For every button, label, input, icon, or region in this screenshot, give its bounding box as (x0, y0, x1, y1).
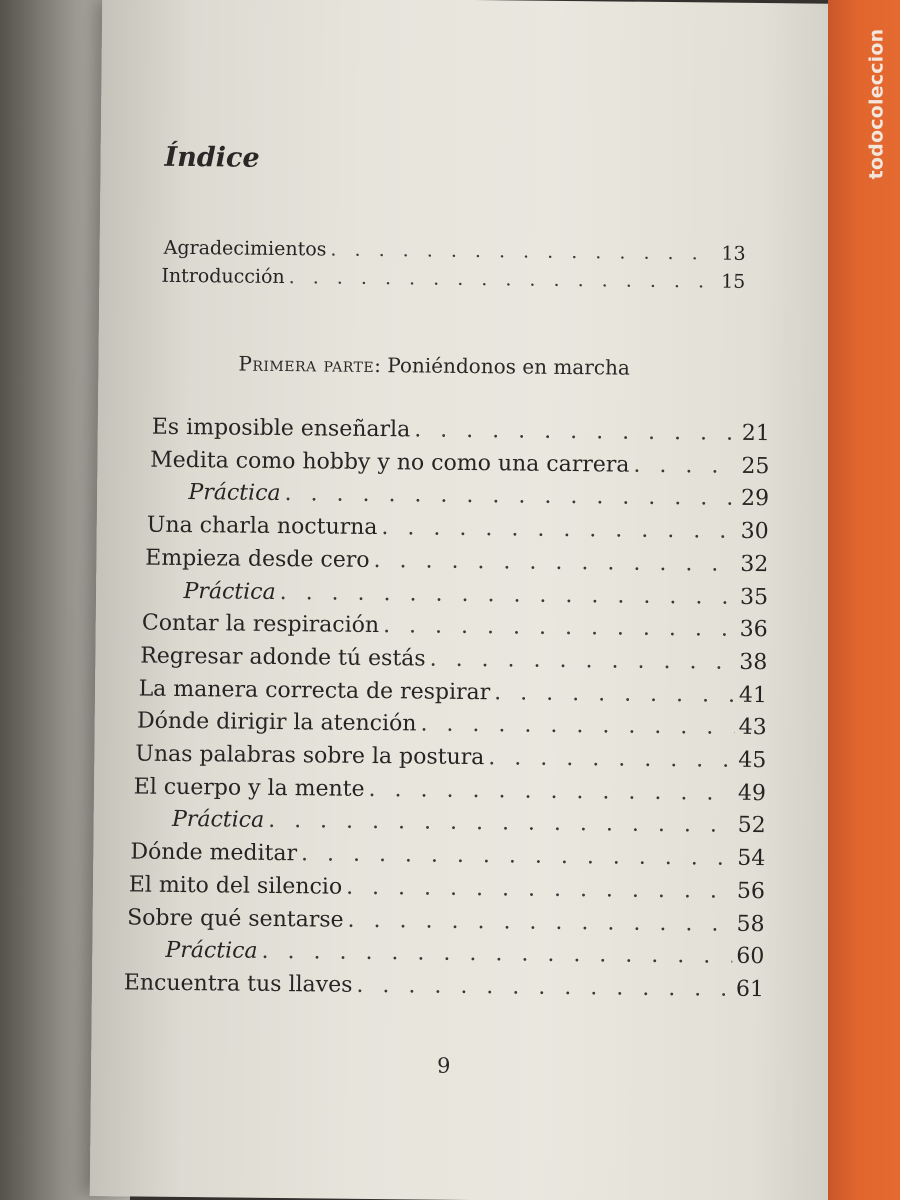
toc-entry-page: 35 (739, 584, 769, 610)
toc-entry-page: 38 (739, 649, 768, 675)
toc-entry-label: Regresar adonde tú estás (140, 643, 426, 672)
toc-entry (124, 970, 764, 1002)
toc-front-entry (161, 265, 745, 293)
toc-entry-page: 52 (737, 813, 766, 839)
toc-entry-page: 21 (741, 420, 770, 447)
toc-entry-page: 58 (736, 911, 765, 937)
toc-entry-page: 45 (738, 747, 767, 774)
toc-entry (139, 676, 768, 708)
toc-entry-label: Introducción (161, 264, 285, 289)
toc-entry (150, 447, 770, 478)
leader-dots (301, 841, 734, 871)
toc-entry-label: Empieza desde cero (145, 545, 370, 573)
toc-entry-label: El cuerpo y la mente (133, 774, 365, 802)
page-title: Índice (164, 141, 260, 174)
toc-entry-label: Práctica (171, 807, 265, 834)
toc-entry-page: 60 (736, 943, 765, 970)
toc-entry-label: Encuentra tus llaves (123, 970, 353, 998)
toc-entry-page: 43 (738, 715, 767, 741)
watermark-text: todocoleccion (865, 28, 888, 180)
toc-entry-page: 36 (739, 617, 768, 643)
toc-entry (145, 545, 768, 577)
book-cover-edge (828, 0, 900, 1200)
toc-entry-label: Contar la respiración (141, 610, 380, 639)
toc-entry-label: La manera correcta de respirar (138, 676, 491, 705)
toc-entry (183, 578, 768, 609)
page-number: 9 (436, 1053, 451, 1078)
toc-entry (127, 905, 765, 937)
toc-entry (135, 741, 766, 773)
part-prefix: Primera parte (238, 351, 375, 377)
toc-entry-page: 25 (741, 453, 770, 479)
toc-entry-label: Una charla nocturna (146, 512, 378, 541)
toc-entry-page: 15 (721, 270, 746, 293)
leader-dots (346, 875, 733, 904)
leader-dots (289, 266, 714, 292)
toc-entry-page: 32 (740, 551, 769, 577)
leader-dots (284, 481, 737, 511)
leader-dots (373, 548, 736, 577)
leader-dots (347, 907, 732, 936)
leader-dots (368, 777, 734, 806)
toc-entry (129, 872, 765, 904)
part-separator: : (374, 352, 382, 378)
toc-entry (152, 415, 770, 446)
toc-front-entry (164, 237, 746, 265)
toc-entry-label: Práctica (183, 578, 276, 605)
toc-entry-page: 13 (721, 242, 746, 265)
toc-entry (140, 643, 767, 675)
leader-dots (268, 808, 734, 838)
toc-entry-page: 49 (737, 780, 767, 806)
part-heading (238, 352, 630, 380)
toc-entry-page: 41 (738, 682, 768, 708)
toc-entry-page: 61 (735, 976, 765, 1002)
toc-entry-label: Sobre qué sentarse (127, 904, 344, 933)
toc-entry (165, 938, 764, 969)
leader-dots (330, 239, 713, 265)
toc-entry-page: 30 (740, 518, 769, 545)
toc-entry-label: Medita como hobby y no como una carrera (150, 447, 630, 478)
leader-dots (356, 973, 732, 1002)
toc-entry-label: Agradecimientos (163, 236, 327, 261)
toc-entry-page: 29 (740, 486, 770, 512)
leader-dots (488, 745, 734, 773)
leader-dots (414, 417, 738, 445)
toc-entry (147, 513, 769, 545)
toc-entry (142, 611, 768, 643)
watermark (856, 14, 896, 194)
leader-dots (381, 515, 736, 544)
leader-dots (420, 712, 734, 740)
leader-dots (280, 579, 737, 609)
toc-entry (134, 774, 767, 806)
toc-entry-label: Unas palabras sobre la postura (135, 741, 485, 771)
leader-dots (383, 613, 736, 642)
book-page (90, 0, 853, 1200)
leader-dots (633, 452, 737, 478)
leader-dots (430, 646, 736, 674)
toc-entry (172, 807, 766, 838)
toc-entry-label: El mito del silencio (128, 872, 343, 900)
part-name: Poniéndonos en marcha (387, 353, 630, 380)
toc-entry (188, 480, 769, 511)
toc-entry-label: Dónde dirigir la atención (136, 708, 417, 737)
toc-entry-page: 56 (736, 878, 766, 904)
leader-dots (494, 680, 735, 708)
toc-entry-page: 54 (737, 845, 766, 872)
toc-entry-label: Práctica (165, 938, 258, 964)
toc-entry (130, 840, 765, 872)
leader-dots (261, 939, 732, 969)
toc-entry-label: Dónde meditar (130, 839, 298, 867)
toc-entry-label: Es imposible enseñarla (151, 414, 411, 443)
toc-entry-label: Práctica (188, 480, 281, 507)
toc-entry (137, 709, 767, 741)
